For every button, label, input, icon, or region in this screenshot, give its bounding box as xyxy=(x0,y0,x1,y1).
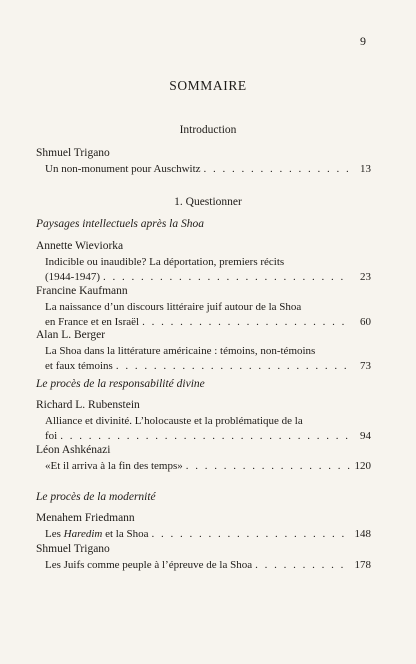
author-name: Shmuel Trigano xyxy=(36,543,110,555)
toc-entry[interactable] xyxy=(45,300,371,329)
toc-entry[interactable] xyxy=(45,527,371,542)
entry-page-number: 178 xyxy=(354,559,371,571)
page-title: SOMMAIRE xyxy=(169,78,247,93)
leader-dots xyxy=(186,459,350,474)
section-introduction-heading: Introduction xyxy=(179,124,237,136)
author-name: Léon Ashkénazi xyxy=(36,444,111,456)
leader-dots xyxy=(103,270,350,285)
toc-entry[interactable] xyxy=(45,162,371,177)
entry-page-number: 120 xyxy=(354,460,371,472)
leader-dots xyxy=(60,429,350,444)
leader-dots xyxy=(116,359,350,374)
toc-entry[interactable] xyxy=(45,344,371,373)
entry-title-line: et faux témoins xyxy=(45,359,113,372)
entry-title-line: «Et il arriva à la fin des temps» xyxy=(45,460,183,472)
category-heading: Paysages intellectuels après la Shoa xyxy=(36,218,204,230)
entry-title: Un non-monument pour Auschwitz xyxy=(45,163,201,175)
category-heading: Le procès de la responsabilité divine xyxy=(36,378,205,390)
entry-title-post: et la Shoa xyxy=(102,528,149,540)
entry-title-line: en France et en Israël xyxy=(45,315,140,328)
entry-page-number: 60 xyxy=(360,315,371,328)
author-name: Alan L. Berger xyxy=(36,329,106,341)
entry-page-number: 23 xyxy=(360,270,371,283)
entry-title-line: Les Juifs comme peuple à l’épreuve de la Shoa xyxy=(45,559,253,571)
entry-title-line: La Shoa dans la littérature américaine : témoins, non-témoins xyxy=(45,345,316,357)
toc-entry[interactable] xyxy=(45,459,371,474)
author-name: Annette Wieviorka xyxy=(36,240,124,252)
leader-dots xyxy=(255,558,350,573)
author-name: Shmuel Trigano xyxy=(36,147,110,159)
page-number: 9 xyxy=(360,34,366,48)
leader-dots xyxy=(142,315,350,330)
leader-dots xyxy=(204,162,350,177)
author-name: Richard L. Rubenstein xyxy=(36,399,140,411)
entry-title-line: La naissance d’un discours littéraire juif autour de la Shoa xyxy=(45,301,302,313)
section-part1-heading: 1. Questionner xyxy=(174,196,242,208)
entry-title-line: foi xyxy=(45,429,58,442)
entry-page-number: 148 xyxy=(354,528,371,540)
author-name: Francine Kaufmann xyxy=(36,285,128,297)
entry-page-number: 13 xyxy=(360,163,371,175)
author-name: Menahem Friedmann xyxy=(36,512,135,524)
entry-title-line xyxy=(45,527,148,542)
leader-dots xyxy=(151,527,350,542)
entry-title-line: Indicible ou inaudible? La déportation, premiers récits xyxy=(45,256,285,268)
entry-title-line: (1944-1947) xyxy=(45,270,100,283)
entry-title-emphasis: Haredim xyxy=(63,528,103,540)
toc-entry[interactable] xyxy=(45,558,371,573)
toc-entry[interactable] xyxy=(45,255,371,284)
entry-page-number: 94 xyxy=(360,429,371,442)
toc-entry[interactable] xyxy=(45,414,371,443)
entry-title-line: Alliance et divinité. L’holocauste et la problématique de la xyxy=(45,415,303,427)
entry-title-pre: Les xyxy=(45,528,64,540)
category-heading: Le procès de la modernité xyxy=(36,491,156,503)
entry-page-number: 73 xyxy=(360,359,371,372)
